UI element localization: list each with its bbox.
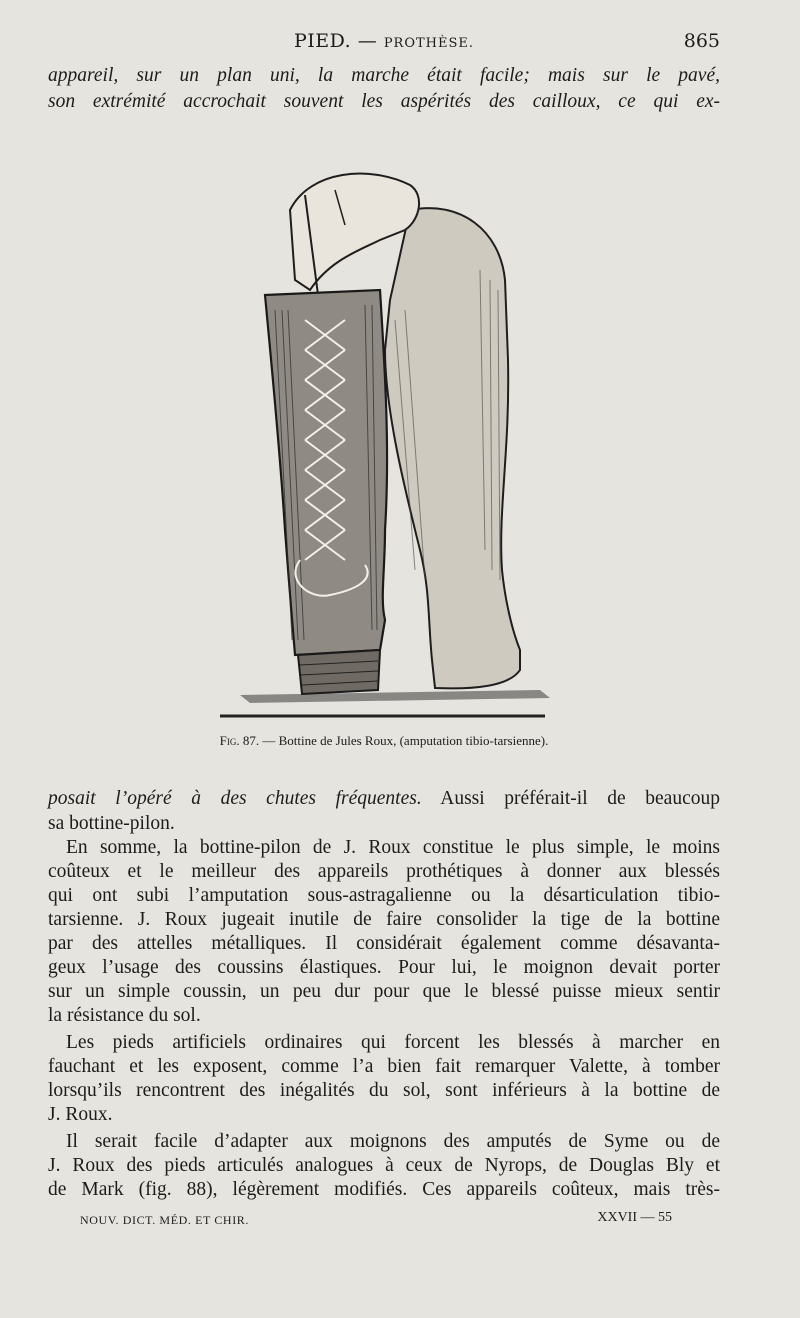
text-line: la résistance du sol. [48,1005,201,1026]
footer-signature: XXVII — 55 [597,1210,672,1225]
text-line: coûteux et le meilleur des appareils prothétiques à donner aux blessés [48,861,720,882]
text-line: Il serait facile d’adapter aux moignons des amputés de Syme ou de [66,1131,720,1152]
text-line: de Mark (fig. 88), légèrement modifiés. Ces appareils coûteux, mais très- [48,1179,720,1200]
running-title-sub: PROTHÈSE. [383,36,475,51]
text-line: Les pieds artificiels ordinaires qui forcent les blessés à marcher en [66,1032,720,1053]
page-footer [48,1210,720,1230]
text-run: Aussi préférait-il de beaucoup [421,788,720,809]
running-title-main: PIED. — [293,30,378,52]
text-line: lorsqu’ils rencontrent des inégalités du sol, sont inférieurs à la bottine de [48,1080,720,1101]
text-line: fauchant et les exposent, comme l’a bien fait remarquer Valette, à tomber [48,1056,720,1077]
text-line: tarsienne. J. Roux jugeait inutile de faire consolider la tige de la bottine [48,909,720,930]
text-line: son extrémité accrochait souvent les aspérités des cailloux, ce qui ex- [48,91,720,112]
text-line: qui ont subi l’amputation sous-astragalienne ou la désarticulation tibio- [48,885,720,906]
page-number: 865 [683,30,720,52]
text-line: En somme, la bottine-pilon de J. Roux constitue le plus simple, le moins [66,837,720,858]
text-line: appareil, sur un plan uni, la marche était facile; mais sur le pavé, [48,65,720,86]
boot-prosthesis-engraving [180,150,630,730]
italic-phrase: posait l’opéré à des chutes fréquentes. [48,788,422,809]
text-line [48,787,720,811]
text-line: sa bottine-pilon. [48,813,175,834]
running-head [48,30,720,56]
text-line: J. Roux. [48,1104,113,1125]
text-line: sur un simple coussin, un peu dur pour que le blessé puisse mieux sentir [48,981,720,1002]
text-line: par des attelles métalliques. Il considérait également comme désavanta- [48,933,720,954]
running-title [48,30,720,52]
footer-publication: NOUV. DICT. MÉD. ET CHIR. [80,1213,250,1227]
text-line: geux l’usage des coussins élastiques. Pour lui, le moignon devait porter [48,957,720,978]
figure-87-illustration [180,150,630,730]
figure-caption-text: — Bottine de Jules Roux, (amputation tibio-tarsienne). [262,733,549,748]
figure-caption [48,733,720,749]
figure-number: Fig. 87. [219,733,260,748]
text-line: J. Roux des pieds articulés analogues à ceux de Nyrops, de Douglas Bly et [48,1155,720,1176]
